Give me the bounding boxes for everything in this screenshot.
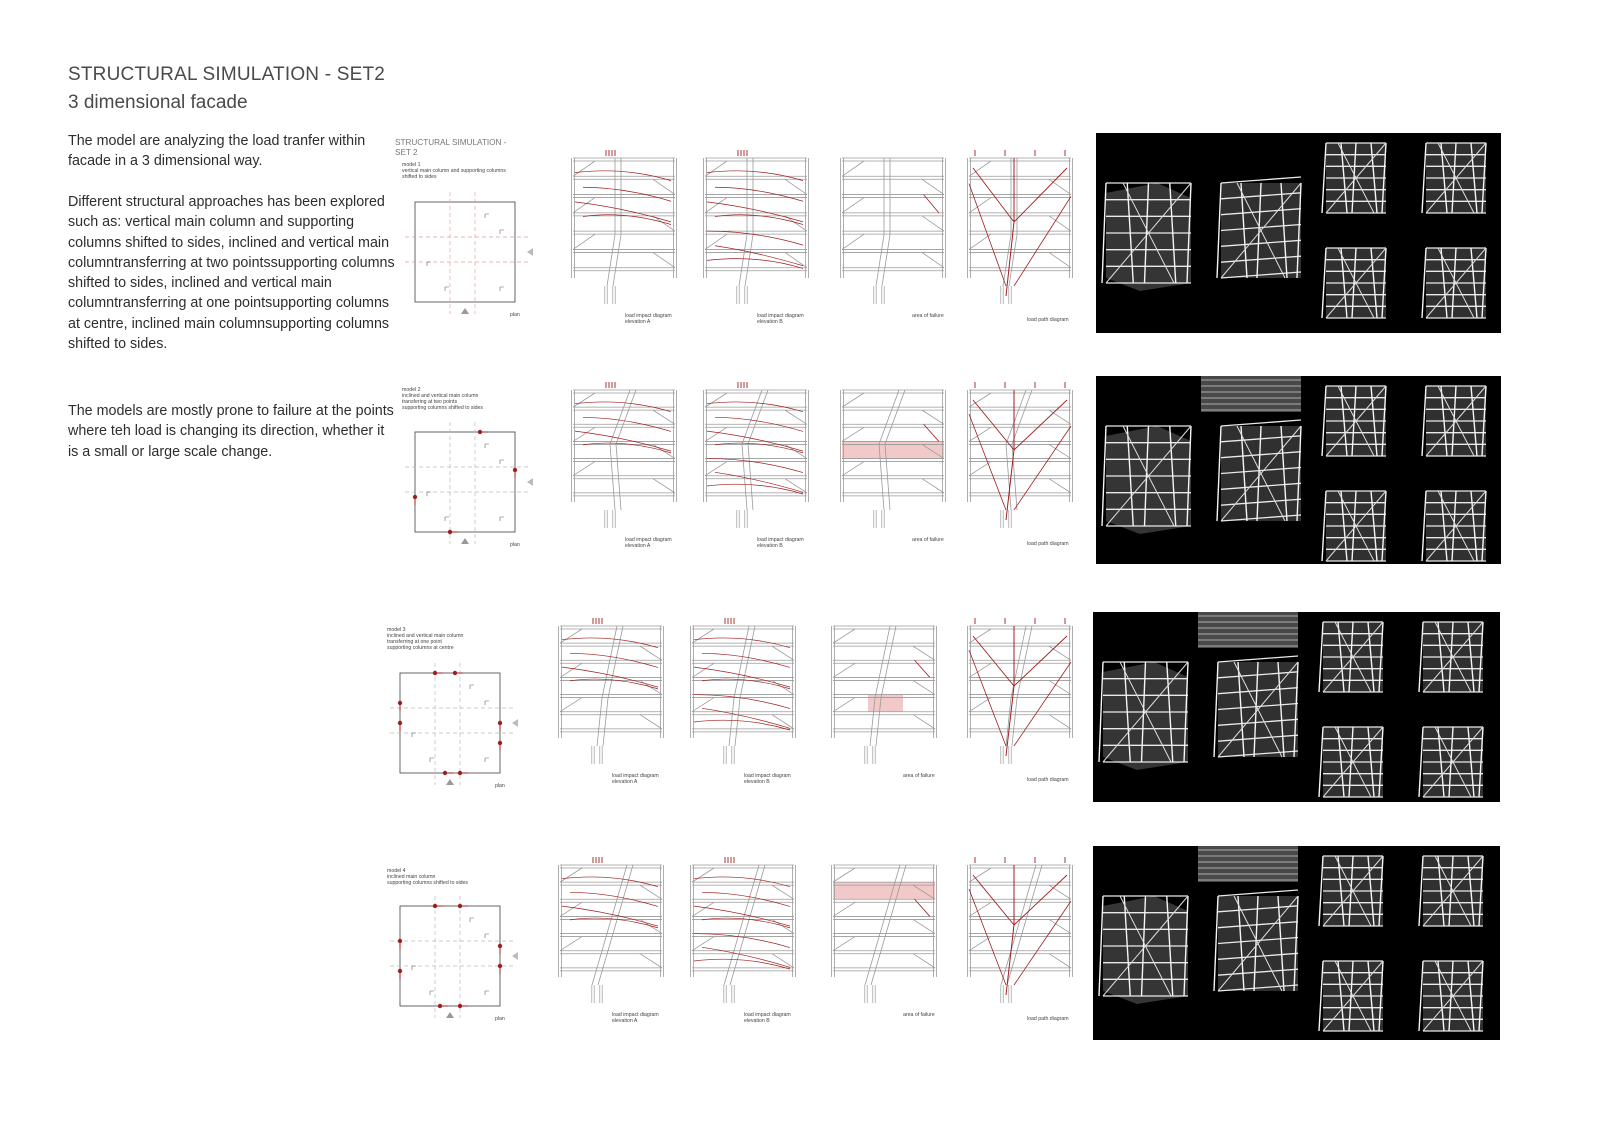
model-photo-panel [1096, 376, 1501, 564]
view-direction-icon [512, 952, 518, 960]
column-edge [730, 865, 765, 985]
diagonal-brace [842, 393, 864, 407]
diagonal-brace [969, 393, 991, 407]
column-marker [427, 492, 431, 496]
model-photo [1419, 961, 1483, 1031]
diagonal-brace [772, 680, 794, 694]
failure-label: area of failure [912, 313, 944, 319]
view-direction-icon [461, 308, 469, 314]
diagonal-brace [1049, 444, 1071, 458]
column-marker [500, 517, 504, 521]
column-edge [616, 390, 636, 444]
column-marker [485, 991, 489, 995]
failure-crack [915, 660, 930, 677]
diagonal-brace [772, 885, 794, 899]
diagonal-brace [913, 919, 935, 933]
diagonal-brace [969, 698, 991, 712]
diagonal-brace [653, 410, 675, 424]
elevation-diagram [964, 618, 1076, 768]
elevation-a-label: load impact diagram elevation A [612, 773, 659, 785]
model-photo-slab [1198, 846, 1298, 882]
elevation-diagram [687, 618, 799, 768]
plan-label: plan [495, 1016, 505, 1022]
load-path-label: load path diagram [1027, 541, 1069, 547]
view-direction-icon [527, 248, 533, 256]
load-impact-curve [707, 259, 803, 269]
elevation-diagram [700, 382, 812, 532]
diagonal-brace [640, 919, 662, 933]
column-edge [875, 626, 890, 698]
diagonal-brace [573, 462, 595, 476]
diagonal-brace [692, 663, 714, 677]
column-marker [430, 991, 434, 995]
diagonal-brace [692, 868, 714, 882]
diagonal-brace [969, 937, 991, 951]
diagonal-brace [833, 629, 855, 643]
elevation-a-label: load impact diagram elevation A [625, 313, 672, 325]
load-path [1006, 158, 1014, 296]
diagonal-brace [913, 954, 935, 968]
diagonal-brace [573, 198, 595, 213]
column-marker [445, 517, 449, 521]
model-photo [1319, 727, 1383, 797]
diagonal-brace [969, 868, 991, 882]
model-photos [1093, 612, 1500, 802]
elevation-diagram [964, 150, 1076, 308]
model-description: model 2 inclined and vertical main column transfering at two points supporting columns shifted to sides [402, 387, 484, 411]
column-edge [729, 698, 734, 746]
load-impact-curve [702, 708, 790, 728]
diagonal-brace [1049, 885, 1071, 899]
plan-label: plan [510, 542, 520, 548]
diagonal-brace [705, 198, 727, 213]
model-photo [1099, 896, 1188, 1004]
diagonal-brace [653, 216, 675, 231]
diagonal-brace [640, 646, 662, 660]
diagonal-brace [785, 179, 807, 194]
elevation-diagram [964, 857, 1076, 1007]
column-edge [1006, 390, 1026, 444]
model-photo-panel [1093, 846, 1500, 1040]
model-photo [1322, 491, 1386, 561]
column-edge [1012, 698, 1017, 746]
column-edge [734, 626, 749, 698]
diagonal-brace [560, 663, 582, 677]
model-photo [1319, 961, 1383, 1031]
diagonal-brace [573, 234, 595, 249]
column-edge [1011, 626, 1026, 698]
failure-area [868, 695, 903, 712]
column-marker [485, 214, 489, 218]
diagonal-brace [969, 663, 991, 677]
diagonal-brace [842, 161, 864, 176]
column-edge [1012, 444, 1017, 510]
diagonal-brace [640, 680, 662, 694]
failure-crack [924, 424, 939, 441]
diagonal-brace [1049, 715, 1071, 729]
view-direction-icon [446, 1012, 454, 1018]
elevation-diagram [837, 382, 949, 532]
column-marker [430, 758, 434, 762]
model-description: model 3 inclined and vertical main column transferring at one point supporting columns at centre [387, 627, 464, 651]
diagonal-brace [1049, 919, 1071, 933]
diagonal-brace [653, 179, 675, 194]
diagonal-brace [913, 680, 935, 694]
diagonal-brace [969, 902, 991, 916]
diagonal-brace [560, 902, 582, 916]
failure-crack [915, 899, 930, 916]
load-impact-curve [702, 947, 790, 967]
diagonal-brace [772, 715, 794, 729]
diagonal-brace [922, 252, 944, 267]
diagonal-brace [785, 444, 807, 458]
plan-label: plan [495, 783, 505, 789]
page-subtitle: 3 dimensional facade [68, 92, 248, 113]
failure-area [842, 441, 944, 458]
diagonal-brace [640, 715, 662, 729]
diagonal-brace [772, 919, 794, 933]
column-edge [724, 865, 759, 985]
column-edge [740, 626, 755, 698]
column-marker [485, 444, 489, 448]
load-impact-curve [575, 202, 671, 222]
column-edge [881, 626, 896, 698]
diagonal-brace [922, 410, 944, 424]
diagonal-brace [969, 629, 991, 643]
model-photos [1093, 846, 1500, 1040]
diagonal-brace [785, 216, 807, 231]
diagonal-brace [913, 715, 935, 729]
column-marker [500, 230, 504, 234]
elevation-diagram [828, 618, 940, 768]
diagonal-brace [969, 427, 991, 441]
diagonal-brace [922, 179, 944, 194]
failure-paragraph: The models are mostly prone to failure at the points where teh load is changing its direction, whether it is a small or large scale change. [68, 403, 394, 460]
elevation-a-label: load impact diagram elevation A [625, 537, 672, 549]
diagonal-brace [573, 161, 595, 176]
diagonal-brace [692, 902, 714, 916]
diagonal-brace [833, 698, 855, 712]
elevation-b-label: load impact diagram elevation B [757, 537, 804, 549]
load-path-label: load path diagram [1027, 317, 1069, 323]
set-label: STRUCTURAL SIMULATION - SET 2 [395, 138, 507, 157]
diagonal-brace [653, 479, 675, 493]
model-photo [1419, 727, 1483, 797]
model-photo [1422, 491, 1486, 561]
model-photo [1099, 662, 1188, 770]
column-edge [603, 698, 608, 746]
diagonal-brace [1049, 954, 1071, 968]
model-photo [1422, 143, 1486, 213]
diagonal-brace [969, 462, 991, 476]
diagonal-brace [653, 252, 675, 267]
elevation-b-label: load impact diagram elevation B [757, 313, 804, 325]
approaches-paragraph: Different structural approaches has been explored such as: vertical main column and supporting columns shifted to sides, inclined and vertical main columntransferring at two pointssupporting columns shifted to sides, inclined and vertical main columntransferring at one pointsupporting columns at centre, inclined main columnsupporting columns shifted to sides. [68, 194, 395, 353]
model-photo [1217, 177, 1301, 278]
diagonal-brace [913, 646, 935, 660]
model-photo [1319, 622, 1383, 692]
column-edge [1017, 626, 1032, 698]
model-photo [1102, 183, 1191, 291]
diagonal-brace [560, 698, 582, 712]
diagonal-brace [1049, 179, 1071, 194]
diagonal-brace [833, 937, 855, 951]
elevation-diagram [828, 857, 940, 1007]
plan-diagram [415, 192, 530, 317]
column-edge [885, 390, 905, 444]
column-marker [470, 685, 474, 689]
model-photo-slab [1201, 376, 1301, 412]
diagonal-brace [573, 427, 595, 441]
failure-label: area of failure [903, 773, 935, 779]
model-photo [1419, 622, 1483, 692]
elevation-b-label: load impact diagram elevation B [744, 1012, 791, 1024]
diagonal-brace [969, 198, 991, 213]
column-marker [470, 918, 474, 922]
diagonal-brace [705, 161, 727, 176]
diagonal-brace [785, 479, 807, 493]
plan-diagram [400, 663, 515, 788]
model-photo [1419, 856, 1483, 926]
failure-area [833, 882, 935, 899]
column-edge [742, 390, 762, 444]
elevation-b-label: load impact diagram elevation B [744, 773, 791, 785]
column-edge [879, 390, 899, 444]
failure-label: area of failure [903, 1012, 935, 1018]
model-photo [1422, 386, 1486, 456]
plan-label: plan [510, 312, 520, 318]
diagonal-brace [785, 252, 807, 267]
diagonal-brace [772, 646, 794, 660]
column-edge [608, 626, 623, 698]
model-photos [1096, 376, 1501, 564]
diagonal-brace [772, 954, 794, 968]
column-edge [598, 865, 633, 985]
model-photos [1096, 133, 1501, 333]
plan-diagram [400, 896, 515, 1021]
model-photo [1319, 856, 1383, 926]
column-edge [748, 390, 768, 444]
column-edge [616, 444, 621, 510]
column-edge [602, 626, 617, 698]
diagonal-brace [1049, 479, 1071, 493]
diagonal-brace [640, 885, 662, 899]
model-photo-panel [1093, 612, 1500, 802]
load-path-label: load path diagram [1027, 1016, 1069, 1022]
diagonal-brace [1049, 252, 1071, 267]
elevation-diagram [964, 382, 1076, 532]
column-edge [1007, 865, 1042, 985]
column-marker [427, 262, 431, 266]
view-direction-icon [512, 719, 518, 727]
column-edge [597, 698, 602, 746]
failure-label: area of failure [912, 537, 944, 543]
load-impact-curve [707, 202, 803, 222]
column-marker [485, 934, 489, 938]
column-marker [485, 758, 489, 762]
model-photo-panel [1096, 133, 1501, 333]
diagonal-brace [1049, 646, 1071, 660]
model-photo [1102, 426, 1191, 534]
column-marker [485, 701, 489, 705]
column-edge [610, 444, 615, 510]
elevation-diagram [687, 857, 799, 1007]
column-marker [500, 287, 504, 291]
diagonal-brace [833, 868, 855, 882]
elevation-diagram [555, 618, 667, 768]
diagonal-brace [573, 393, 595, 407]
diagonal-brace [833, 663, 855, 677]
model-photo-slab [1198, 612, 1298, 648]
column-edge [610, 390, 630, 444]
load-impact-curve [715, 472, 803, 492]
model-photo [1322, 386, 1386, 456]
column-marker [412, 966, 416, 970]
column-edge [1001, 865, 1036, 985]
model-description: model 1 vertical main column and supporting columns shifted to sides [402, 162, 506, 180]
model-photo [1214, 656, 1298, 757]
diagonal-brace [922, 216, 944, 231]
diagonal-brace [842, 198, 864, 213]
diagonal-brace [560, 868, 582, 882]
diagonal-brace [842, 427, 864, 441]
model-photo [1214, 890, 1298, 991]
column-edge [735, 698, 740, 746]
column-edge [748, 444, 753, 510]
diagonal-brace [1049, 410, 1071, 424]
diagonal-brace [922, 479, 944, 493]
elevation-a-label: load impact diagram elevation A [612, 1012, 659, 1024]
elevation-diagram [700, 150, 812, 308]
diagonal-brace [640, 954, 662, 968]
diagonal-brace [1049, 216, 1071, 231]
diagonal-brace [842, 234, 864, 249]
diagonal-brace [785, 410, 807, 424]
diagonal-brace [705, 393, 727, 407]
model-photo [1217, 420, 1301, 521]
plan-diagram [415, 422, 530, 547]
elevation-diagram [837, 150, 949, 308]
diagonal-brace [842, 462, 864, 476]
diagonal-brace [705, 427, 727, 441]
diagonal-brace [833, 902, 855, 916]
page-title: STRUCTURAL SIMULATION - SET2 [68, 64, 386, 85]
diagonal-brace [1049, 680, 1071, 694]
view-direction-icon [527, 478, 533, 486]
view-direction-icon [446, 779, 454, 785]
diagonal-brace [560, 937, 582, 951]
intro-paragraph: The model are analyzing the load tranfer within facade in a 3 dimensional way. [68, 133, 366, 170]
column-marker [500, 460, 504, 464]
diagonal-brace [560, 629, 582, 643]
elevation-diagram [555, 857, 667, 1007]
model-photo [1422, 248, 1486, 318]
load-path-label: load path diagram [1027, 777, 1069, 783]
elevation-diagram [568, 382, 680, 532]
column-marker [412, 733, 416, 737]
diagonal-brace [969, 161, 991, 176]
view-direction-icon [461, 538, 469, 544]
column-marker [445, 287, 449, 291]
model-photo [1322, 143, 1386, 213]
column-edge [592, 865, 627, 985]
model-photo [1322, 248, 1386, 318]
diagonal-brace [653, 444, 675, 458]
model-description: model 4 inclined main column supporting columns shifted to sides [387, 868, 469, 886]
elevation-diagram [568, 150, 680, 308]
diagonal-brace [692, 629, 714, 643]
